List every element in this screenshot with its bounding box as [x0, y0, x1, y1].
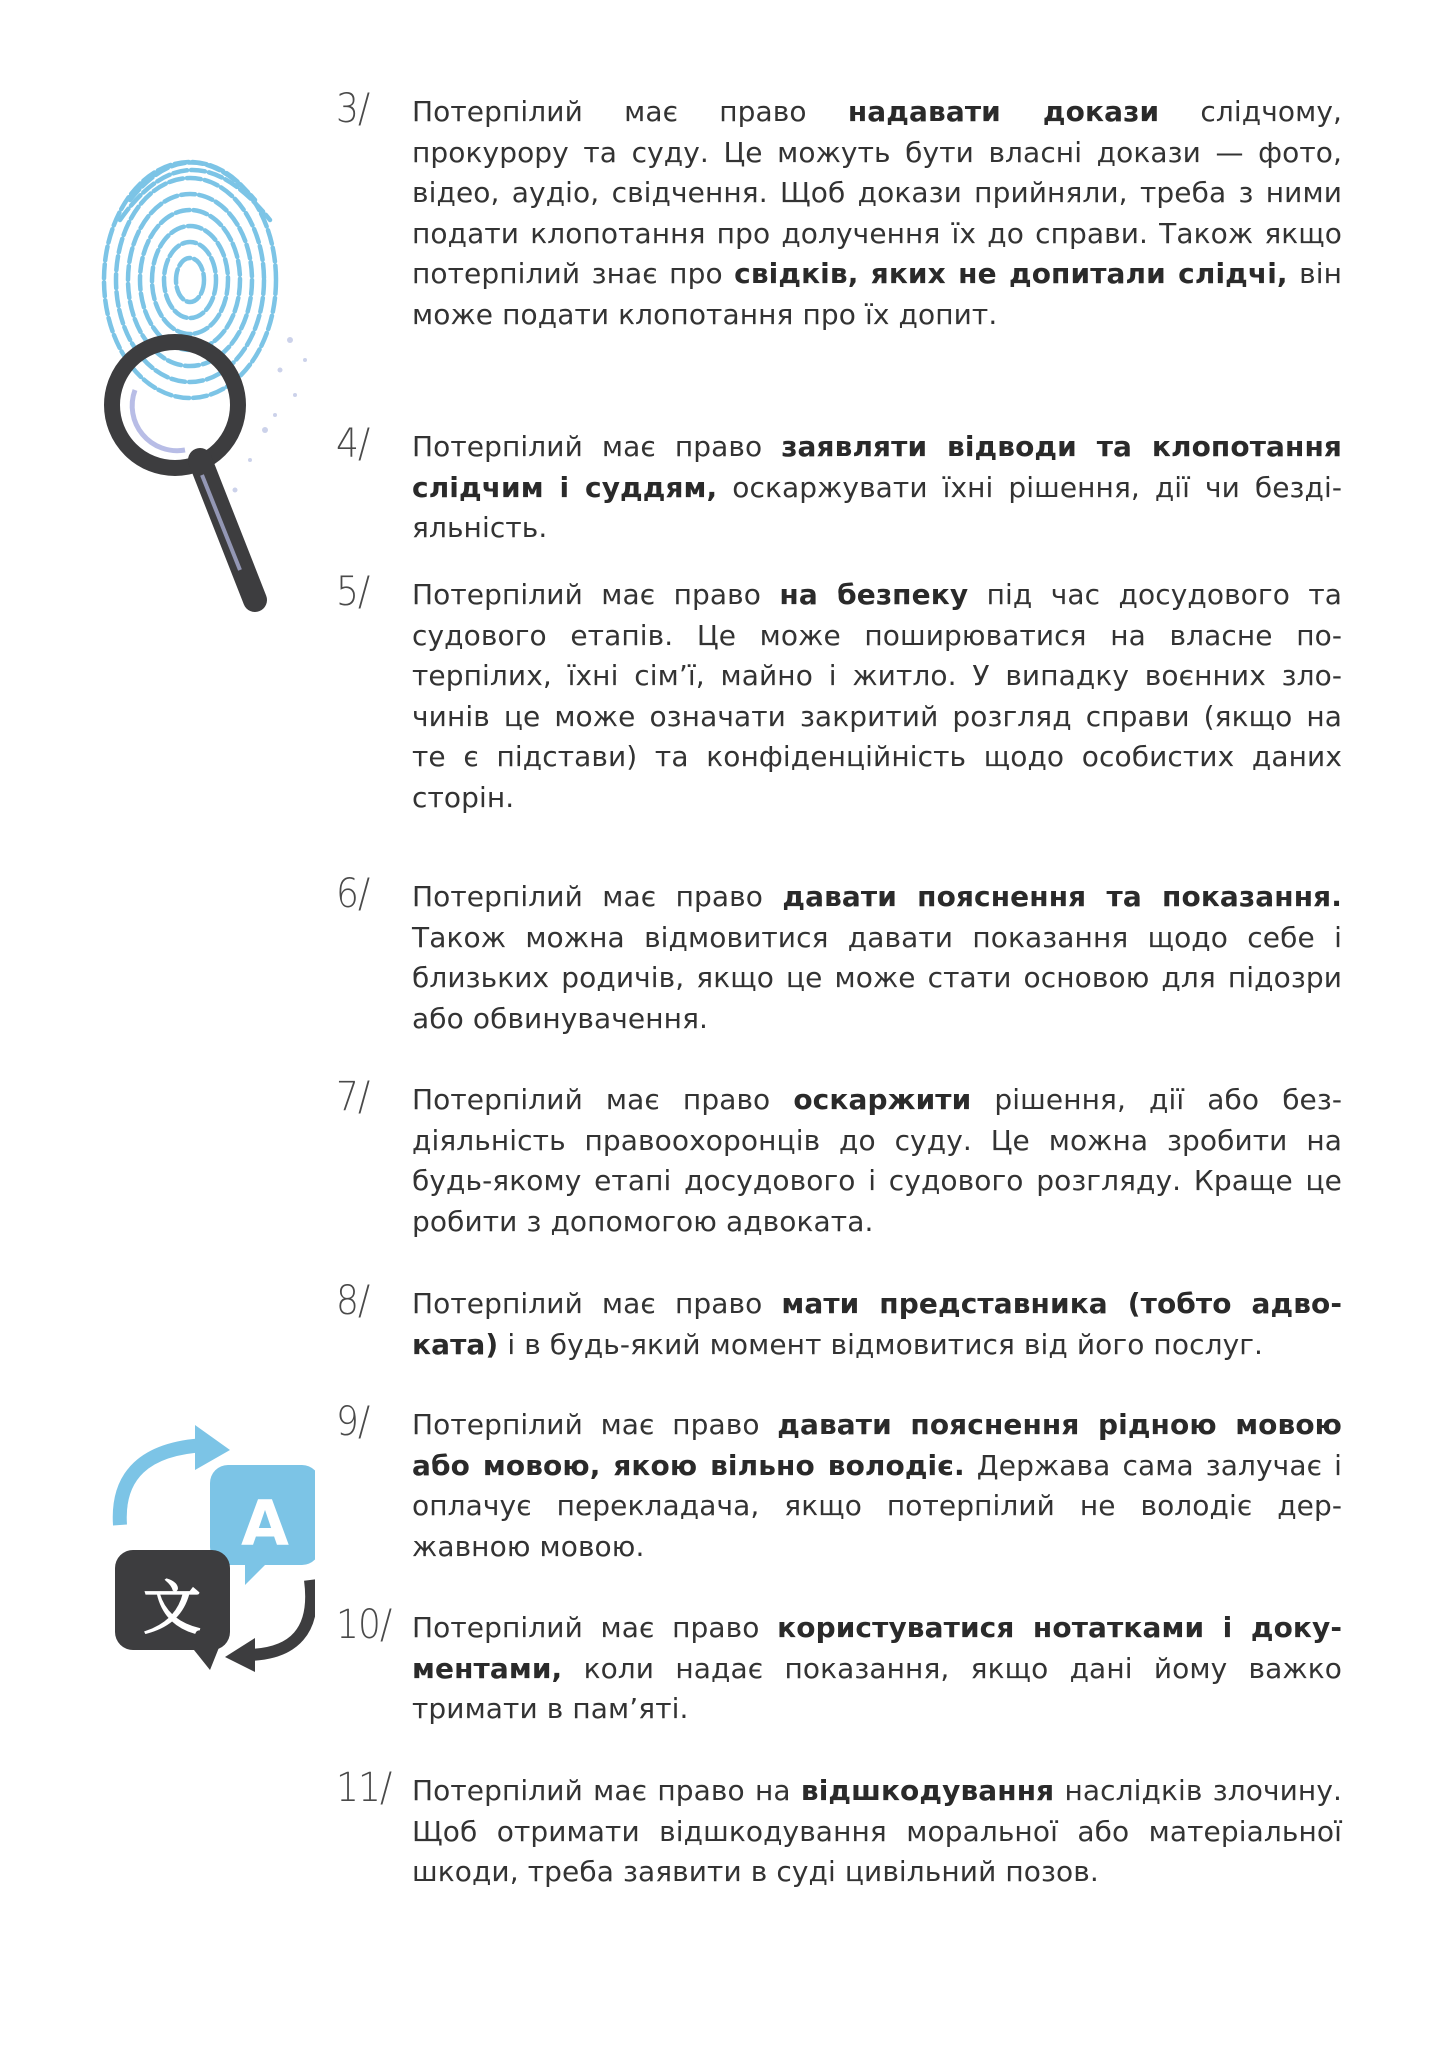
text-run: Потерпілий має право: [412, 1408, 778, 1441]
right-item: [336, 1074, 1346, 1242]
item-text: [412, 1771, 1342, 1893]
item-text: [412, 1608, 1342, 1730]
item-text: [412, 427, 1342, 549]
text-run: рішення, дії або бездіяльність правоохоронців до суду. Це можна зробити на будь-якому етапі досудового і судового розгляду. Краще це робити з допомогою адвоката.: [412, 1083, 1342, 1238]
right-item: [336, 1399, 1346, 1567]
item-number: 3/: [336, 86, 370, 132]
right-item: [336, 86, 1346, 335]
translate-letter-wen: 文: [142, 1574, 202, 1642]
text-run: Потерпілий має право: [412, 430, 782, 463]
text-run: оскаржувати їхні рішення, дії чи бездіяльність.: [412, 470, 1342, 544]
bold-phrase: давати пояснення та показання.: [782, 880, 1342, 913]
item-number: 8/: [336, 1278, 370, 1324]
right-item: [336, 1602, 1346, 1730]
item-number: 7/: [336, 1074, 370, 1120]
text-run: Потерпілий має право: [412, 1083, 794, 1116]
bold-phrase: на безпеку: [779, 578, 969, 611]
bold-phrase: мати представника (тобто адвоката): [412, 1287, 1342, 1361]
bold-phrase: надавати докази: [847, 95, 1160, 128]
item-number: 6/: [336, 871, 370, 917]
text-run: слідчому, прокурору та суду. Це можуть бути власні докази — фото, відео, аудіо, свідчення. Щоб докази прийняли, треба з ними подати клопотання про долучення їх до справи. Також якщо потерпілий знає про: [412, 95, 1342, 290]
item-text: [412, 575, 1342, 818]
fingerprint-magnifier-illustration: [90, 130, 320, 620]
fingerprint-magnifier-icon: [90, 130, 320, 620]
text-run: Потерпілий має право: [412, 578, 780, 611]
bold-phrase: відшкодування: [800, 1774, 1055, 1807]
right-item: [336, 421, 1346, 549]
text-run: Також можна відмовитися давати показання щодо себе і близьких родичів, якщо це може стати основою для підозри або обвинувачення.: [412, 920, 1342, 1035]
text-run: він може подати клопотання про їх допит.: [412, 257, 1342, 331]
right-item: [336, 871, 1346, 1039]
bold-phrase: свідків, яких не допитали слідчі,: [734, 257, 1288, 290]
item-number: 10/: [336, 1602, 392, 1648]
translate-illustration: [95, 1410, 315, 1680]
item-text: [412, 1405, 1342, 1567]
translate-letter-a: A: [241, 1487, 289, 1560]
item-number: 11/: [336, 1765, 392, 1811]
text-run: Держава сама залучає і оплачує перекладача, якщо потерпілий не володіє державною мовою.: [412, 1448, 1343, 1563]
bold-phrase: заявляти відводи та клопотання слідчим і суддям,: [412, 430, 1342, 504]
item-number: 4/: [336, 421, 370, 467]
item-text: [412, 1080, 1342, 1242]
text-run: наслідків злочину. Щоб отримати відшкодування моральної або матеріальної шкоди, треба заявити в суді цивільний позов.: [412, 1774, 1342, 1888]
item-text: [412, 877, 1342, 1039]
item-text: [412, 1284, 1342, 1365]
text-run: Потерпілий має право на: [412, 1774, 801, 1807]
item-number: 9/: [336, 1399, 370, 1445]
item-text: [412, 92, 1342, 335]
text-run: Потерпілий має право: [412, 1287, 782, 1320]
translate-icon: [95, 1410, 315, 1680]
right-item: [336, 569, 1346, 818]
text-run: коли надає показання, якщо дані йому важко тримати в пам’яті.: [412, 1651, 1342, 1725]
text-run: Потерпілий має право: [412, 95, 848, 128]
right-item: [336, 1278, 1346, 1365]
right-item: [336, 1765, 1346, 1893]
text-run: Потерпілий має право: [412, 1611, 778, 1644]
bold-phrase: користуватися нотатками і документами,: [412, 1611, 1342, 1685]
item-number: 5/: [336, 569, 370, 615]
text-run: Потерпілий має право: [412, 880, 783, 913]
bold-phrase: оскаржити: [793, 1083, 972, 1116]
bold-phrase: давати пояснення рідною мовою або мовою, якою вільно володіє.: [412, 1408, 1342, 1482]
text-run: і в будь-який момент відмовитися від його послуг.: [498, 1327, 1264, 1361]
text-run: під час досудового та судового етапів. Це може поширюватися на власне потерпілих, їхні сім’ї, майно і житло. У випадку воєнних злочинів це може означати закритий розгляд справи (якщо на те є підстави) та конфіденційність щодо особистих даних сторін.: [412, 578, 1343, 814]
